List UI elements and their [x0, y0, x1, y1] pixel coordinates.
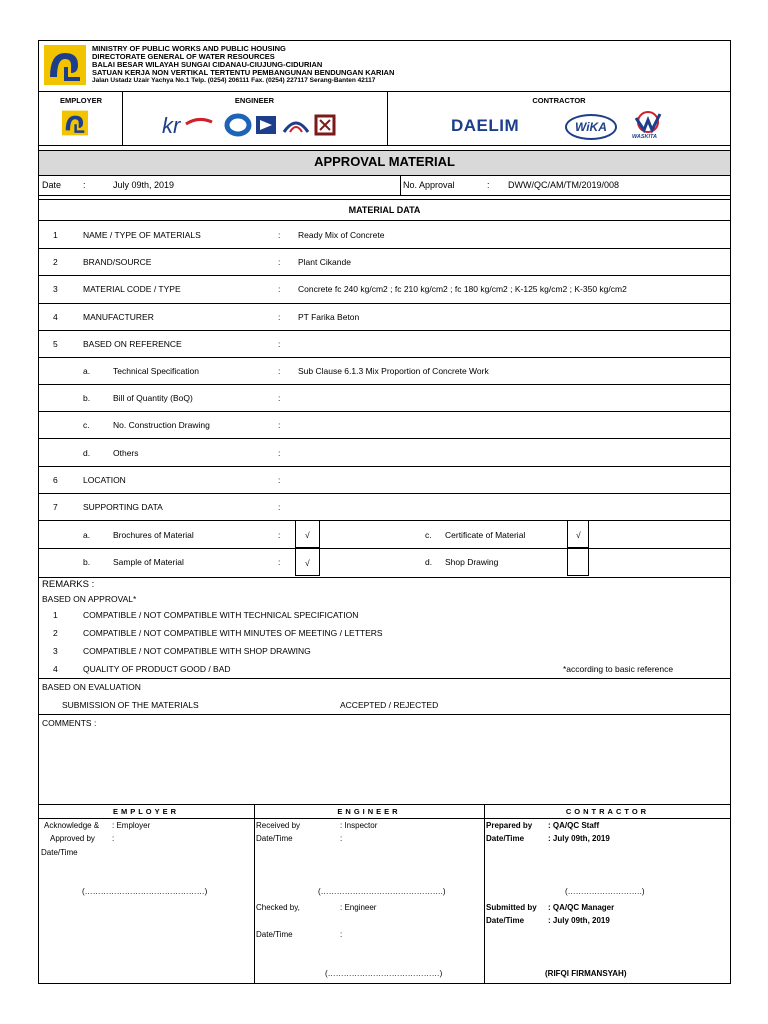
row-number: 1	[53, 230, 58, 240]
ref-letter: a.	[83, 366, 91, 376]
engineer-date2-value: :	[340, 930, 343, 939]
remark-text: COMPATIBLE / NOT COMPATIBLE WITH MINUTES OF MEETING / LETTERS	[83, 628, 383, 638]
divider	[400, 175, 401, 195]
received-value: : Inspector	[340, 821, 378, 830]
employer-logo	[62, 110, 88, 136]
remark-number: 2	[53, 628, 58, 638]
submission-label: SUBMISSION OF THE MATERIALS	[62, 700, 199, 710]
checkbox-sample[interactable]	[295, 548, 320, 576]
contractor-label: CONTRACTOR	[532, 96, 586, 105]
row-label: SUPPORTING DATA	[83, 502, 163, 512]
daelim-logo: DAELIM	[451, 116, 520, 135]
evaluation-heading: BASED ON EVALUATION	[42, 682, 141, 692]
remark-number: 4	[53, 664, 58, 674]
ack-label: Acknowledge &	[44, 821, 100, 830]
ref-colon: :	[278, 366, 281, 376]
support-letter: d.	[425, 557, 433, 567]
submitted-value: : QA/QC Manager	[548, 903, 615, 912]
divider	[38, 330, 731, 331]
remarks-heading: REMARKS :	[42, 579, 95, 590]
engineer-date2-label: Date/Time	[256, 930, 293, 939]
engineer-sign-heading: ENGINEER	[337, 807, 401, 816]
ref-label: Technical Specification	[113, 366, 199, 376]
row-number: 4	[53, 312, 58, 322]
ref-letter: b.	[83, 393, 91, 403]
row-label: MANUFACTURER	[83, 312, 154, 322]
support-label: Brochures of Material	[113, 530, 194, 540]
row-number: 2	[53, 257, 58, 267]
row-colon: :	[278, 475, 281, 485]
ref-colon: :	[278, 393, 281, 403]
ref-letter: c.	[83, 420, 90, 430]
divider	[38, 195, 731, 196]
divider	[38, 199, 731, 200]
contractor-date2-label: Date/Time	[486, 916, 525, 925]
contractor-date-label: Date/Time	[486, 834, 525, 843]
row-label: MATERIAL CODE / TYPE	[83, 284, 181, 294]
remark-text: COMPATIBLE / NOT COMPATIBLE WITH TECHNICAL SPECIFICATION	[83, 610, 359, 620]
divider	[38, 357, 731, 358]
header-line-4: SATUAN KERJA NON VERTIKAL TERTENTU PEMBANGUNAN BENDUNGAN KARIAN	[92, 68, 395, 77]
engineer-date-label: Date/Time	[256, 834, 293, 843]
contractor-date2-value: : July 09th, 2019	[548, 916, 610, 925]
divider	[38, 438, 731, 439]
signer-name: (RIFQI FIRMANSYAH)	[545, 969, 627, 978]
remark-text: COMPATIBLE / NOT COMPATIBLE WITH SHOP DRAWING	[83, 646, 311, 656]
remark-text: QUALITY OF PRODUCT GOOD / BAD	[83, 664, 231, 674]
material-data-heading: MATERIAL DATA	[348, 205, 421, 215]
ref-label: Others	[113, 448, 139, 458]
checkbox-brochures[interactable]	[295, 520, 320, 548]
employer-label: EMPLOYER	[59, 96, 103, 105]
row-colon: :	[278, 284, 281, 294]
check-mark: √	[576, 530, 581, 540]
employer-signature-line: (………………………………………)	[82, 887, 208, 896]
row-colon: :	[278, 339, 281, 349]
checkbox-certificate[interactable]	[567, 520, 589, 548]
ref-colon: :	[278, 448, 281, 458]
divider	[484, 804, 485, 984]
check-mark: √	[305, 530, 310, 540]
support-colon: :	[278, 530, 281, 540]
engineer-date-value: :	[340, 834, 343, 843]
row-value: Concrete fc 240 kg/cm2 ; fc 210 kg/cm2 ; fc 180 kg/cm2 ; K-125 kg/cm2 ; K-350 kg/cm2	[298, 284, 627, 294]
ack-value: : Employer	[112, 821, 151, 830]
approved-value: :	[112, 834, 115, 843]
checked-value: : Engineer	[340, 903, 377, 912]
row-label: LOCATION	[83, 475, 126, 485]
divider	[38, 275, 731, 276]
row-label: BASED ON REFERENCE	[83, 339, 182, 349]
header-line-3: BALAI BESAR WILAYAH SUNGAI CIDANAU-CIUJUNG-CIDURIAN	[92, 60, 323, 69]
header-line-1: MINISTRY OF PUBLIC WORKS AND PUBLIC HOUSING	[92, 44, 286, 53]
checked-label: Checked by,	[256, 903, 300, 912]
row-value: Plant Cikande	[298, 257, 351, 267]
divider	[38, 548, 731, 549]
checkbox-shop-drawing[interactable]	[567, 548, 589, 576]
support-colon: :	[278, 557, 281, 567]
divider	[38, 678, 731, 679]
date-label: Date	[42, 180, 62, 190]
ref-letter: d.	[83, 448, 91, 458]
inspector-signature-line: (……………………………………….)	[318, 887, 446, 896]
divider	[38, 714, 731, 715]
ref-colon: :	[278, 420, 281, 430]
waskita-logo-text: WASKITA	[632, 134, 657, 140]
approved-label: Approved by	[50, 834, 95, 843]
divider	[38, 577, 731, 578]
divider	[38, 145, 731, 146]
page-title: APPROVAL MATERIAL	[314, 154, 455, 169]
wika-logo	[565, 114, 617, 140]
divider	[38, 248, 731, 249]
contractor-sign-heading: CONTRACTOR	[565, 807, 650, 816]
row-value: Ready Mix of Concrete	[298, 230, 385, 240]
divider	[254, 804, 255, 984]
row-colon: :	[278, 312, 281, 322]
support-letter: c.	[425, 530, 432, 540]
divider	[38, 303, 731, 304]
row-number: 6	[53, 475, 58, 485]
comments-heading: COMMENTS :	[42, 718, 97, 728]
submission-value: ACCEPTED / REJECTED	[340, 700, 439, 710]
check-mark: √	[305, 558, 310, 568]
submitted-label: Submitted by	[486, 903, 537, 912]
row-colon: :	[278, 257, 281, 267]
divider	[38, 220, 731, 221]
support-letter: a.	[83, 530, 91, 540]
staff-signature-line: (……………………….)	[565, 887, 645, 896]
divider	[38, 411, 731, 412]
divider	[38, 384, 731, 385]
employer-date-label: Date/Time	[41, 848, 78, 857]
received-label: Received by	[256, 821, 301, 830]
row-colon: :	[278, 230, 281, 240]
approval-no-label: No. Approval	[403, 180, 455, 190]
prepared-label: Prepared by	[486, 821, 533, 830]
row-value: PT Farika Beton	[298, 312, 360, 322]
prepared-value: : QA/QC Staff	[548, 821, 600, 830]
divider	[38, 91, 731, 92]
row-number: 7	[53, 502, 58, 512]
contractor-date-value: : July 09th, 2019	[548, 834, 610, 843]
remark-number: 3	[53, 646, 58, 656]
divider	[38, 818, 731, 819]
employer-sign-heading: EMPLOYER	[112, 807, 180, 816]
divider	[38, 520, 731, 521]
divider	[38, 804, 731, 805]
divider	[38, 493, 731, 494]
engineer-logos	[160, 112, 360, 138]
row-number: 5	[53, 339, 58, 349]
comments-area[interactable]	[40, 730, 729, 802]
ministry-logo	[44, 45, 86, 85]
ref-value: Sub Clause 6.1.3 Mix Proportion of Concrete Work	[298, 366, 489, 376]
row-number: 3	[53, 284, 58, 294]
approval-no-colon: :	[487, 180, 490, 190]
engineer-signature-line: (……………………………………)	[325, 969, 443, 978]
row-colon: :	[278, 502, 281, 512]
ref-label: Bill of Quantity (BoQ)	[113, 393, 193, 403]
support-label: Sample of Material	[113, 557, 184, 567]
support-label: Shop Drawing	[445, 557, 499, 567]
header-line-2: DIRECTORATE GENERAL OF WATER RESOURCES	[92, 52, 275, 61]
approval-no-value: DWW/QC/AM/TM/2019/008	[508, 180, 620, 190]
remark-number: 1	[53, 610, 58, 620]
engineer-logo-text: kr	[162, 113, 181, 138]
wika-logo-text: WiKA	[575, 120, 607, 134]
row-label: NAME / TYPE OF MATERIALS	[83, 230, 201, 240]
waskita-logo	[628, 110, 668, 144]
approval-heading: BASED ON APPROVAL*	[42, 594, 137, 604]
ref-label: No. Construction Drawing	[113, 420, 210, 430]
support-letter: b.	[83, 557, 91, 567]
engineer-label: ENGINEER	[234, 96, 275, 105]
row-label: BRAND/SOURCE	[83, 257, 152, 267]
date-colon: :	[83, 180, 86, 190]
date-value: July 09th, 2019	[113, 180, 175, 190]
header-address: Jalan Ustadz Uzair Yachya No.1 Telp. (0254) 206111 Fax. (0254) 227117 Serang-Banten 42117	[92, 77, 376, 84]
remarks-footnote: *according to basic reference	[563, 664, 674, 674]
support-label: Certificate of Material	[445, 530, 526, 540]
divider	[38, 466, 731, 467]
